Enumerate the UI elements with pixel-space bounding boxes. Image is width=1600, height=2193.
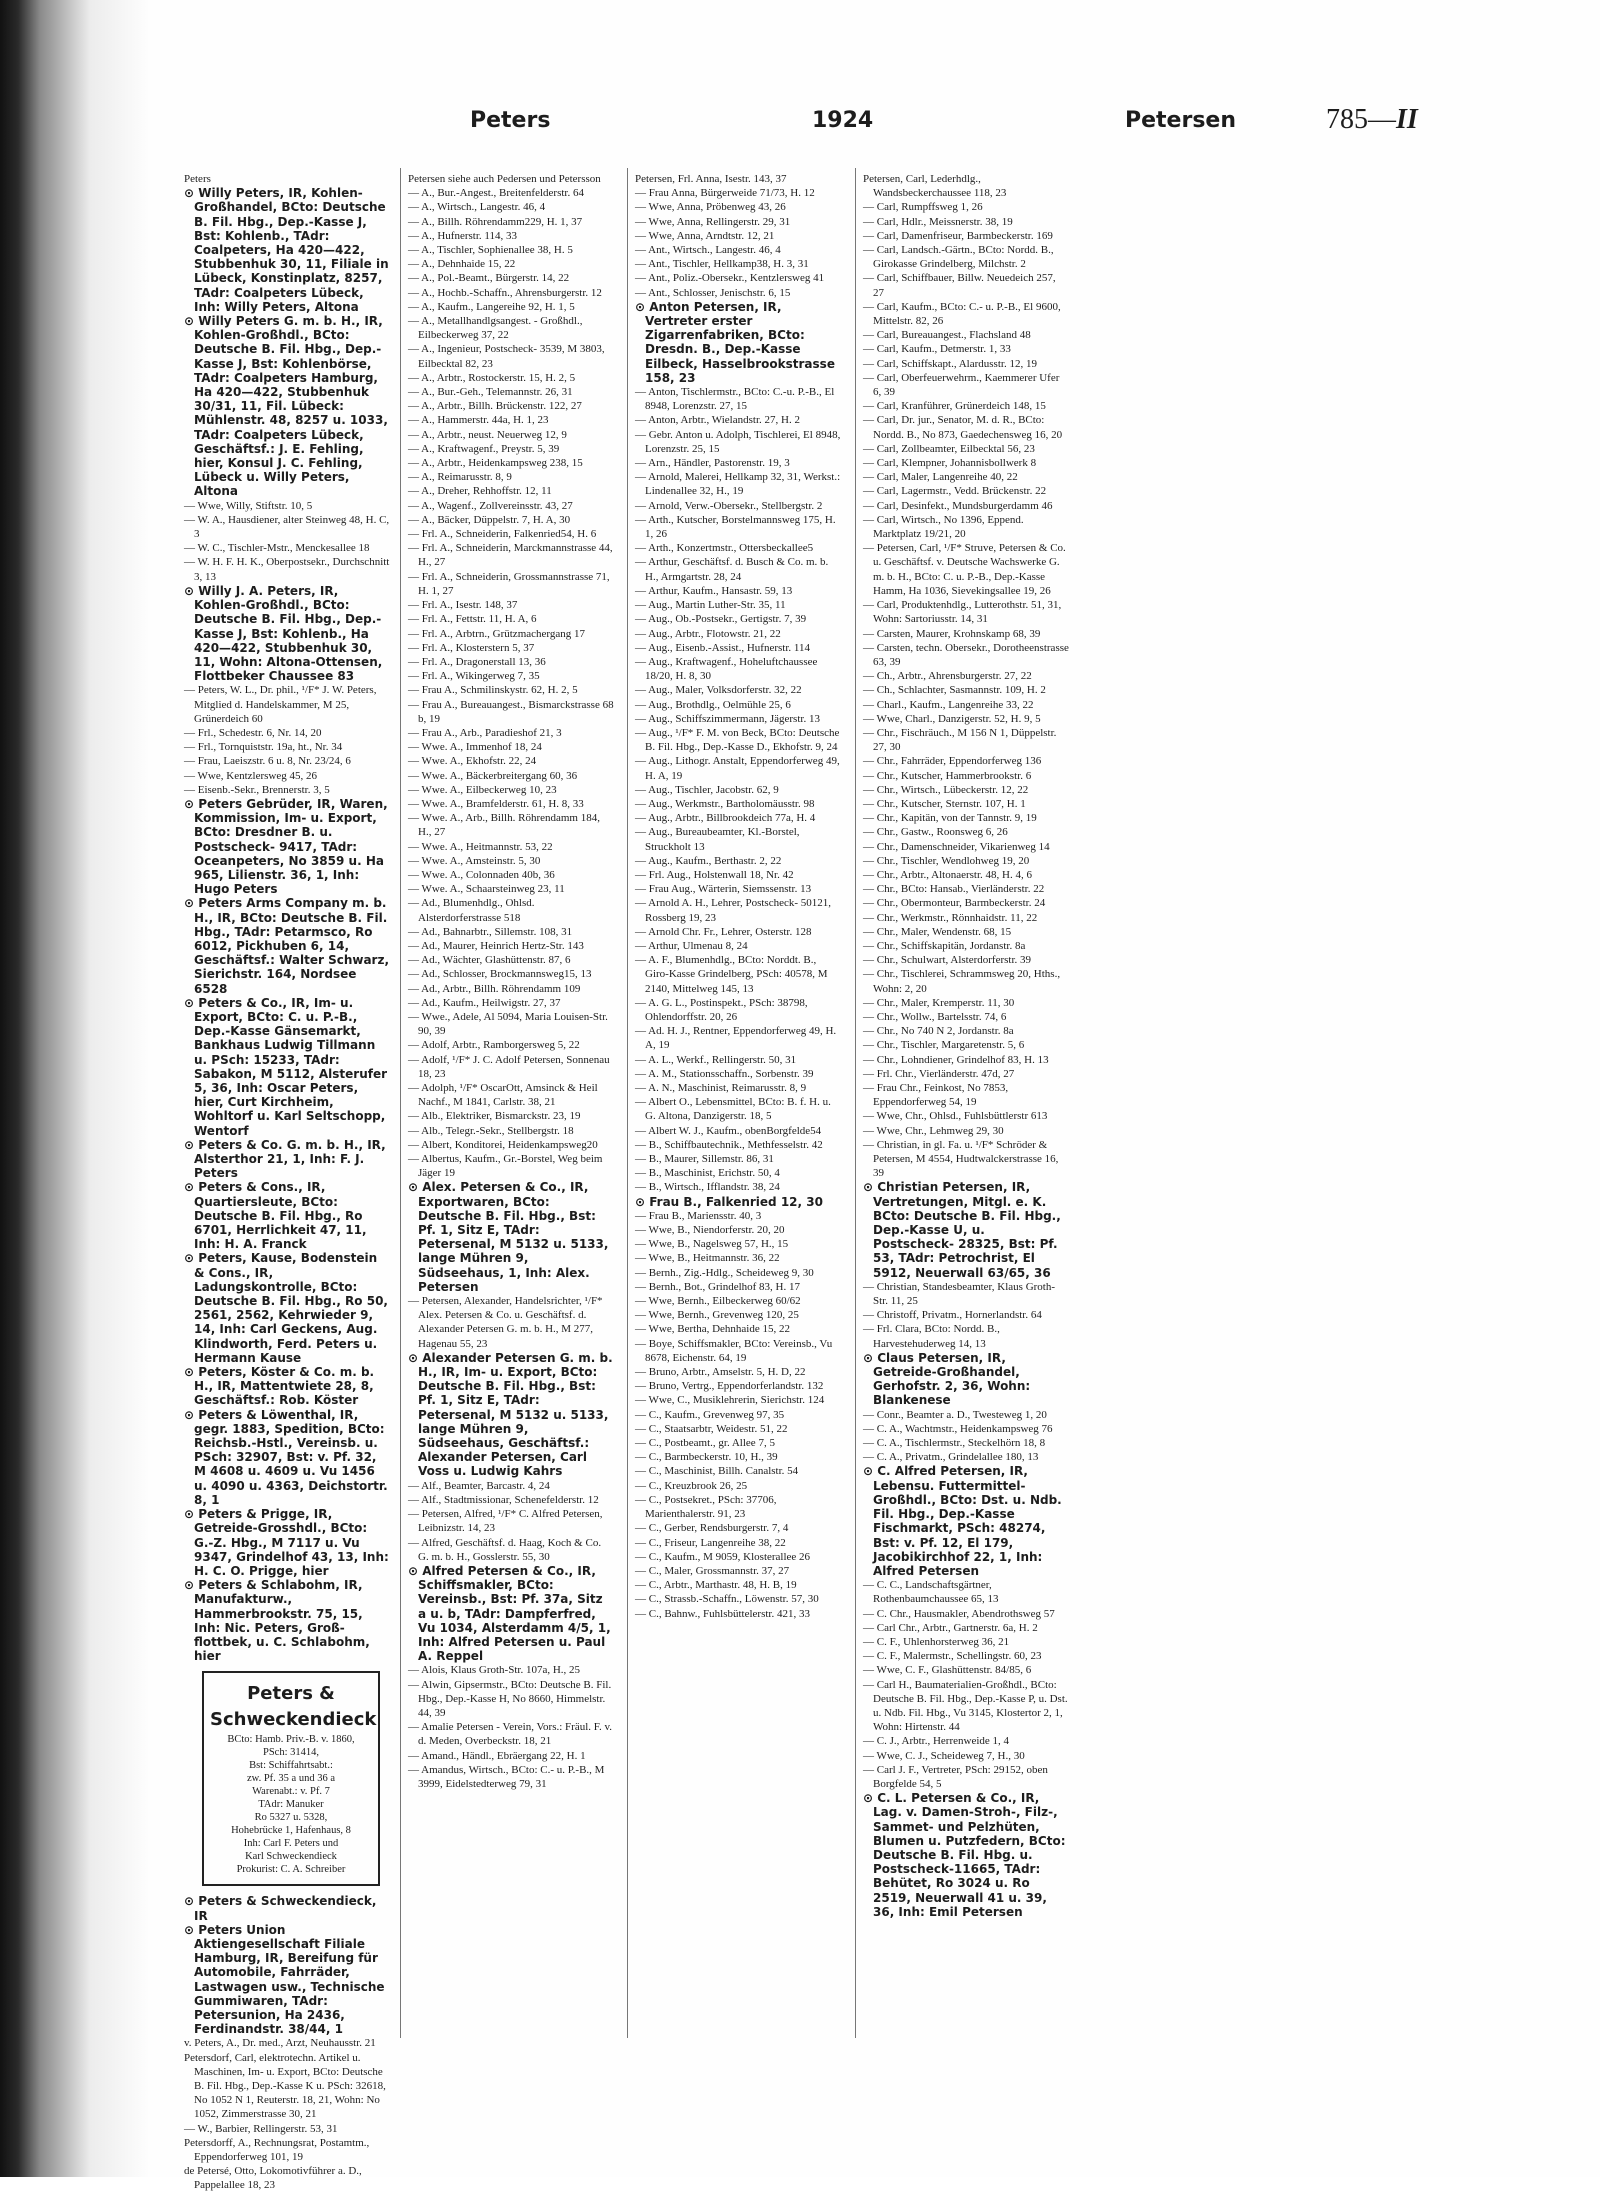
entry: — W., Barbier, Rellingerstr. 53, 31 bbox=[184, 2122, 338, 2135]
entry: — A. F., Blumenhdlg., BCto: Norddt. B., Giro-Kasse Grindelberg, PSch: 40578, M 2140, Mittelweg 145, 13 bbox=[635, 954, 828, 995]
entry: — Aug., Tischler, Jacobstr. 62, 9 bbox=[635, 783, 779, 796]
entry: — Frl., Tornquiststr. 19a, ht., Nr. 34 bbox=[184, 741, 343, 754]
entry: — Ad., Arbtr., Billh. Röhrendamm 109 bbox=[408, 982, 581, 995]
entry: v. Peters, A., Dr. med., Arzt, Neuhausstr. 21 bbox=[184, 2037, 376, 2050]
entry: — Frau Anna, Bürgerweide 71/73, H. 12 bbox=[635, 187, 815, 200]
entry: — Ch., Arbtr., Ahrensburgerstr. 27, 22 bbox=[863, 670, 1032, 683]
entry: — Aug., Schiffszimmermann, Jägerstr. 13 bbox=[635, 712, 820, 725]
entry: — Boye, Schiffsmakler, BCto: Vereinsb., Vu 8678, Eichenstr. 64, 19 bbox=[635, 1337, 833, 1364]
entry: — A., Kaufm., Langereihe 92, H. 1, 5 bbox=[408, 300, 575, 313]
entry: — Carl H., Baumaterialien-Großhdl., BCto: Deutsche B. Fil. Hbg., Dep.-Kasse P, u. Dst. u. Ndb. Fil. Hbg., Vu 3145, Klostertor 2, 1, Wohn: Hirtenstr. 44 bbox=[863, 1678, 1068, 1734]
entry: — Chr., Schiffskapitän, Jordanstr. 8a bbox=[863, 939, 1026, 952]
entry: — Carl, Kaufm., BCto: C.- u. P.-B., El 9600, Mittelstr. 82, 26 bbox=[863, 300, 1061, 328]
entry: — Ad., Schlosser, Brockmannsweg15, 13 bbox=[408, 968, 592, 981]
entry: — Chr., Maler, Wendenstr. 68, 15 bbox=[863, 925, 1012, 938]
entry: — Ad. H. J., Rentner, Eppendorferweg 49, H. A, 19 bbox=[635, 1025, 837, 1052]
entry: — Carl, Damenfriseur, Barmbeckerstr. 169 bbox=[863, 229, 1053, 242]
entry: — A., Arbtr., neust. Neuerweg 12, 9 bbox=[408, 428, 567, 441]
header-surname-right: Petersen bbox=[1125, 108, 1237, 133]
entry: — Wwe., Adele, Al 5094, Maria Louisen-Str. 90, 39 bbox=[408, 1010, 608, 1038]
entry: — C., Maschinist, Billh. Canalstr. 54 bbox=[635, 1465, 799, 1478]
entry: — Frl. A., Schneiderin, Marckmannstrasse 44, H., 27 bbox=[408, 542, 613, 569]
entry: — Ant., Tischler, Hellkamp38, H. 3, 31 bbox=[635, 258, 809, 271]
entry: — Chr., Gastw., Roonsweg 6, 26 bbox=[863, 826, 1008, 839]
entry: — A., Bur.-Angest., Breitenfelderstr. 64 bbox=[408, 187, 584, 200]
ad-line: Karl Schweckendieck bbox=[245, 1851, 337, 1863]
entry: — A., Wirtsch., Langestr. 46, 4 bbox=[408, 201, 546, 214]
entry: — Carl, Bureauangest., Flachsland 48 bbox=[863, 329, 1031, 342]
entry: — Arn., Händler, Pastorenstr. 19, 3 bbox=[635, 457, 790, 470]
entry: ⊙ Peters & Schweckendieck, IR bbox=[184, 1894, 377, 1923]
entry: — A., Hufnerstr. 114, 33 bbox=[408, 229, 517, 242]
entry: ⊙ C. L. Petersen & Co., IR, Lag. v. Damen-Stroh-, Filz-, Sammet- und Pelzhüten, Blumen u. Putzfedern, BCto: Deutsche B. Fil. Hbg. u. Postscheck-11665, TAdr: Behütet, Ro 3024 u. Ro 2519, Neuerwall 41 u. 39, 36, Inh: Emil Petersen bbox=[863, 1791, 1066, 1919]
entry: — Aug., Brothdlg., Oelmühle 25, 6 bbox=[635, 698, 791, 711]
entry: — B., Maschinist, Erichstr. 50, 4 bbox=[635, 1167, 780, 1180]
entry: — Wwe, Bertha, Dehnhaide 15, 22 bbox=[635, 1323, 790, 1336]
entry: — Alb., Telegr.-Sekr., Stellbergstr. 18 bbox=[408, 1124, 574, 1137]
entry: — Chr., Fahrräder, Eppendorferweg 136 bbox=[863, 755, 1042, 768]
entry: — Chr., Tischler, Wendlohweg 19, 20 bbox=[863, 854, 1030, 867]
entry: — Frl. A., Dragonerstall 13, 36 bbox=[408, 655, 546, 668]
entry: — A., Tischler, Sophienallee 38, H. 5 bbox=[408, 244, 573, 257]
entry: — Wwe. A., Arb., Billh. Röhrendamm 184, H., 27 bbox=[408, 812, 600, 839]
entry: — Wwe. A., Ekhofstr. 22, 24 bbox=[408, 755, 537, 768]
entry: ⊙ Alex. Petersen & Co., IR, Exportwaren, BCto: Deutsche B. Fil. Hbg., Bst: Pf. 1, Sitz E, TAdr: Petersenal, M 5132 u. 5133, lange Mühren 9, Südseehaus, 1, Inh: Alex. Petersen bbox=[408, 1180, 609, 1294]
scan-left-shadow bbox=[0, 0, 150, 2177]
ad-line: Ro 5327 u. 5328, bbox=[254, 1812, 328, 1824]
entry: — A., Pol.-Beamt., Bürgerstr. 14, 22 bbox=[408, 272, 570, 285]
entry: — Carl, Desinfekt., Mundsburgerdamm 46 bbox=[863, 499, 1053, 512]
entry: — Frau B., Mariensstr. 40, 3 bbox=[635, 1209, 762, 1222]
entry: — Carsten, techn. Obersekr., Dorotheenstrasse 63, 39 bbox=[863, 641, 1069, 668]
entry: — A., Arbtr., Heidenkampsweg 238, 15 bbox=[408, 457, 583, 470]
entry: — Carl Chr., Arbtr., Gartnerstr. 6a, H. 2 bbox=[863, 1621, 1038, 1634]
entry: — Wwe. A., Bäckerbreitergang 60, 36 bbox=[408, 769, 578, 782]
entry: — Chr., Lohndiener, Grindelhof 83, H. 13 bbox=[863, 1053, 1049, 1066]
entry: Petersdorf, Carl, elektrotechn. Artikel u. Maschinen, Im- u. Export, BCto: Deutsche B. Fil. Hbg., Dep.-Kasse K u. PSch: 32618, No 1052 N 1, Reuterstr. 18, 21, Wohn: No 1052, Zimmerstrasse 30, 21 bbox=[184, 2051, 386, 2121]
entry: — A., Bur.-Geh., Telemannstr. 26, 31 bbox=[408, 386, 573, 399]
entry: ⊙ Peters Union Aktiengesellschaft Filiale Hamburg, IR, Bereifung für Automobile, Fahrräder, Lastwagen usw., Technische Gummiwaren, TAdr: Petersunion, Ha 2436, Ferdinandstr. 38/44, 1 bbox=[184, 1922, 385, 2037]
entry: — C., Maler, Grossmannstr. 37, 27 bbox=[635, 1564, 790, 1577]
entry: Peters bbox=[184, 173, 211, 185]
entry: — C., Friseur, Langenreihe 38, 22 bbox=[635, 1536, 786, 1549]
entry: — Aug., Werkmstr., Bartholomäusstr. 98 bbox=[635, 797, 815, 810]
entry: — Bruno, Vertrg., Eppendorferlandstr. 132 bbox=[635, 1380, 824, 1393]
entry: — B., Maurer, Sillemstr. 86, 31 bbox=[635, 1153, 774, 1166]
entry: — Aug., Arbtr., Flotowstr. 21, 22 bbox=[635, 627, 781, 640]
entry: — Frl., Schedestr. 6, Nr. 14, 20 bbox=[184, 726, 322, 739]
entry: — Wwe. A., Bramfelderstr. 61, H. 8, 33 bbox=[408, 797, 584, 810]
entry: — B., Schiffbautechnik., Methfesselstr. 42 bbox=[635, 1138, 823, 1151]
entry: — C., Arbtr., Marthastr. 48, H. B, 19 bbox=[635, 1579, 797, 1592]
entry: ⊙ Claus Petersen, IR, Getreide-Großhandel, Gerhofstr. 2, 36, Wohn: Blankenese bbox=[863, 1350, 1031, 1408]
entry: — A., Billh. Röhrendamm229, H. 1, 37 bbox=[408, 215, 583, 228]
entry: — A., Metallhandlgsangest. - Großhdl., Eilbeckerweg 37, 22 bbox=[408, 315, 583, 342]
entry: — Christian, in gl. Fa. u. ¹/F* Schröder & Petersen, M 4554, Hudtwalckerstrasse 16, 39 bbox=[863, 1138, 1059, 1180]
entry: ⊙ Peters Arms Company m. b. H., IR, BCto: Deutsche B. Fil. Hbg., TAdr: Petarmsco, Ro 6012, Pickhuben 6, 14, Geschäftsf.: Walter Schwarz, Sierichstr. 164, Nordsee 6528 bbox=[184, 896, 390, 996]
entry: ⊙ Peters & Schlabohm, IR, Manufakturw., Hammerbrookstr. 75, 15, Inh: Nic. Peters, Groß-flottbek, u. C. Schlabohm, hier bbox=[184, 1578, 370, 1664]
entry: — Alwin, Gipsermstr., BCto: Deutsche B. Fil. Hbg., Dep.-Kasse H, No 8660, Himmelstr. 44, 39 bbox=[408, 1678, 612, 1719]
entry: — Adolph, ¹/F* OscarOtt, Amsinck & Heil Nachf., M 1841, Carlstr. 38, 21 bbox=[408, 1082, 598, 1109]
entry: — Carl, Kranführer, Grünerdeich 148, 15 bbox=[863, 400, 1046, 413]
entry: — C. F., Malermstr., Schellingstr. 60, 23 bbox=[863, 1650, 1042, 1663]
entry: — Frl. Clara, BCto: Nordd. B., Harvestehuderweg 14, 13 bbox=[863, 1323, 1000, 1350]
ad-title: Schweckendieck bbox=[210, 1709, 377, 1731]
entry: — A. G. L., Postinspekt., PSch: 38798, Ohlendorffstr. 20, 26 bbox=[635, 996, 808, 1023]
entry: — C. A., Wachtmstr., Heidenkampsweg 76 bbox=[863, 1422, 1053, 1435]
entry: ⊙ Willy Peters G. m. b. H., IR, Kohlen-Großhdl., BCto: Deutsche B. Fil. Hbg., Dep.-Kasse J, Bst: Kohlenbörse, TAdr: Coalpeters Hamburg, Ha 420—422, Stubbenhuk 30/31, 11, Fil. Lübeck: Mühlenstr. 48, 8257 u. 1033, TAdr: Coalpeters Lübeck, Geschäftsf.: J. E. Fehling, hier, Konsul J. C. Fehling, Lübeck u. Willy Peters, Altona bbox=[184, 314, 388, 499]
entry: — Frl. A., Wikingerweg 7, 35 bbox=[408, 670, 540, 683]
entry: — Arnold, Malerei, Hellkamp 32, 31, Werkst.: Lindenallee 32, H., 19 bbox=[635, 471, 841, 498]
entry: — Aug., Martin Luther-Str. 35, 11 bbox=[635, 599, 786, 612]
ad-line: Prokurist: C. A. Schreiber bbox=[236, 1864, 346, 1876]
entry: — Aug., Bureaubeamter, Kl.-Borstel, Struckholt 13 bbox=[635, 826, 800, 853]
entry: ⊙ Peters & Prigge, IR, Getreide-Grosshdl., BCto: G.-Z. Hbg., M 7117 u. Vu 9347, Grindelhof 43, 13, Inh: H. C. O. Prigge, hier bbox=[184, 1507, 389, 1578]
entry: ⊙ Peters & Cons., IR, Quartiersleute, BCto: Deutsche B. Fil. Hbg., Ro 6701, Herrlichkeit 47, 11, Inh: H. A. Franck bbox=[184, 1180, 367, 1252]
entry: — Adolf, Arbtr., Ramborgersweg 5, 22 bbox=[408, 1039, 580, 1052]
entry: — A., Hochb.-Schaffn., Ahrensburgerstr. 12 bbox=[408, 286, 602, 299]
entry: — Wwe. A., Heitmannstr. 53, 22 bbox=[408, 840, 553, 853]
entry: — C. Chr., Hausmakler, Abendrothsweg 57 bbox=[863, 1607, 1055, 1620]
entry: — Alf., Beamter, Barcastr. 4, 24 bbox=[408, 1479, 550, 1492]
column-4 bbox=[863, 172, 1069, 2052]
entry: — C., Postbeamt., gr. Allee 7, 5 bbox=[635, 1437, 775, 1450]
entry: — Chr., Tischler, Margaretenstr. 5, 6 bbox=[863, 1039, 1025, 1052]
entry: — Ant., Wirtsch., Langestr. 46, 4 bbox=[635, 244, 781, 257]
entry: — Bruno, Arbtr., Amselstr. 5, H. D, 22 bbox=[635, 1366, 806, 1379]
entry: — Amalie Petersen - Verein, Vors.: Fräul. F. v. d. Meden, Overbeckstr. 18, 21 bbox=[408, 1721, 613, 1748]
entry: — Peters, W. L., Dr. phil., ¹/F* J. W. Peters, Mitglied d. Handelskammer, M 25, Grünerdeich 60 bbox=[184, 684, 377, 725]
entry: — Wwe, Anna, Arndtstr. 12, 21 bbox=[635, 229, 775, 242]
entry: — Wwe, B., Nagelsweg 57, H., 15 bbox=[635, 1238, 789, 1251]
entry: — W. C., Tischler-Mstr., Menckesallee 18 bbox=[184, 542, 370, 555]
entry: ⊙ Alexander Petersen G. m. b. H., IR, Im- u. Export, BCto: Deutsche B. Fil. Hbg., Bst: Pf. 1, Sitz E, TAdr: Petersenal, M 5132 u. 5133, lange Mühren 9, Südseehaus, Geschäftsf.: Alexander Petersen, Carl Voss u. Ludwig Kahrs bbox=[408, 1350, 613, 1479]
entry: — Chr., Wollw., Bartelsstr. 74, 6 bbox=[863, 1010, 1007, 1023]
column-rule bbox=[855, 168, 856, 2038]
entry: — B., Wirtsch., Ifflandstr. 38, 24 bbox=[635, 1181, 780, 1194]
entry: — C., Staatsarbtr, Weidestr. 51, 22 bbox=[635, 1422, 788, 1435]
entry: — Chr., Werkmstr., Rönnhaidstr. 11, 22 bbox=[863, 911, 1038, 924]
entry: — Arthur, Geschäftsf. d. Busch & Co. m. b. H., Armgartstr. 28, 24 bbox=[635, 556, 829, 583]
entry: — Carl, Zollbeamter, Eilbecktal 56, 23 bbox=[863, 442, 1035, 455]
entry: — Aug., Eisenb.-Assist., Hufnerstr. 114 bbox=[635, 641, 810, 654]
entry: — Gebr. Anton u. Adolph, Tischlerei, El 8948, Lorenzstr. 25, 15 bbox=[635, 428, 841, 455]
entry: — Arnold Chr. Fr., Lehrer, Osterstr. 128 bbox=[635, 925, 812, 938]
entry: ⊙ C. Alfred Petersen, IR, Lebensu. Futtermittel-Großhdl., BCto: Dst. u. Ndb. Fil. Hbg., Dep.-Kasse Fischmarkt, PSch: 48274, Bst: v. Pf. 12, El 179, Jacobikirchhof 22, 1, Inh: Alfred Petersen bbox=[863, 1464, 1062, 1578]
entry: — Chr., Fischräuch., M 156 N 1, Düppelstr. 27, 30 bbox=[863, 726, 1057, 754]
entry: ⊙ Peters Gebrüder, IR, Waren, Kommission, Im- u. Export, BCto: Dresdner B. u. Postscheck- 9417, TAdr: Oceanpeters, No 3859 u. Ha 965, Lilienstr. 36, 1, Inh: Hugo Peters bbox=[184, 796, 388, 897]
entry: — Albertus, Kaufm., Gr.-Borstel, Weg beim Jäger 19 bbox=[408, 1153, 603, 1180]
entry: ⊙ Peters, Kause, Bodenstein & Cons., IR, Ladungskontrolle, BCto: Deutsche B. Fil. Hbg., Ro 50, 2561, 2562, Kehrwieder 9, 14, Inh: Carl Geckens, Aug. Klindworth, Ferd. Peters u. Hermann Kause bbox=[184, 1251, 388, 1365]
entry: — Arth., Konzertmstr., Ottersbeckallee5 bbox=[635, 542, 814, 555]
entry: — Frau, Laeiszstr. 6 u. 8, Nr. 23/24, 6 bbox=[184, 755, 351, 768]
entry: — Carl, Maler, Langenreihe 40, 22 bbox=[863, 471, 1018, 484]
entry: — C. A., Privatm., Grindelallee 180, 13 bbox=[863, 1451, 1039, 1464]
entry: Petersen, Frl. Anna, Isestr. 143, 37 bbox=[635, 173, 787, 185]
entry: Petersdorff, A., Rechnungsrat, Postamtm., Eppendorferweg 101, 19 bbox=[184, 2136, 370, 2163]
margin-marks bbox=[150, 560, 170, 2060]
entry: — Wwe, Willy, Stiftstr. 10, 5 bbox=[184, 499, 313, 512]
entry: — A., Kraftwagenf., Preystr. 5, 39 bbox=[408, 442, 560, 455]
entry: — C., Kaufm., M 9059, Klosterallee 26 bbox=[635, 1550, 811, 1563]
entry: — A., Arbtr., Rostockerstr. 15, H. 2, 5 bbox=[408, 371, 576, 384]
entry: — C. F., Uhlenhorsterweg 36, 21 bbox=[863, 1635, 1010, 1648]
entry: — A., Reimarusstr. 8, 9 bbox=[408, 471, 512, 484]
entry: — Petersen, Carl, ¹/F* Struve, Petersen & Co. u. Geschäftsf. v. Deutsche Wachswerke G. m. b. H., BCto: C. u. P.-B., Dep.-Kasse Hamm, Ha 1036, Sievekingsallee 19, 26 bbox=[863, 542, 1066, 597]
column-3 bbox=[635, 172, 841, 2052]
entry: — Aug., Ob.-Postsekr., Gertigstr. 7, 39 bbox=[635, 613, 807, 626]
advertisement-box bbox=[202, 1671, 380, 1886]
entry: — Chr., Schulwart, Alsterdorferstr. 39 bbox=[863, 954, 1032, 967]
entry: — Carl, Produktenhdlg., Lutterothstr. 51, 31, Wohn: Sartoriusstr. 14, 31 bbox=[863, 599, 1062, 626]
entry: — Aug., Maler, Volksdorferstr. 32, 22 bbox=[635, 684, 802, 697]
entry: ⊙ Peters & Co. G. m. b. H., IR, Alsterthor 21, 1, Inh: F. J. Peters bbox=[184, 1137, 386, 1181]
entry: — Carl, Lagermstr., Vedd. Brückenstr. 22 bbox=[863, 485, 1047, 498]
entry: — A., Wagenf., Zollvereinsstr. 43, 27 bbox=[408, 499, 573, 512]
entry: — Wwe, Anna, Pröbenweg 43, 26 bbox=[635, 201, 786, 214]
entry: — Wwe, C. J., Scheideweg 7, H., 30 bbox=[863, 1749, 1025, 1762]
entry: — Alois, Klaus Groth-Str. 107a, H., 25 bbox=[408, 1664, 581, 1677]
entry: — Petersen, Alfred, ¹/F* C. Alfred Petersen, Leibnizstr. 14, 23 bbox=[408, 1508, 603, 1535]
entry: — Carl, Oberfeuerwehrm., Kaemmerer Ufer 6, 39 bbox=[863, 371, 1060, 399]
entry: — Wwe, C. F., Glashüttenstr. 84/85, 6 bbox=[863, 1664, 1032, 1677]
entry: — Albert, Konditorei, Heidenkampsweg20 bbox=[408, 1138, 598, 1151]
entry: — Chr., No 740 N 2, Jordanstr. 8a bbox=[863, 1025, 1014, 1038]
entry: — Wwe. A., Colonnaden 40b, 36 bbox=[408, 868, 555, 881]
entry: — Ant., Schlosser, Jenischstr. 6, 15 bbox=[635, 286, 791, 299]
entry: — Wwe, Kentzlersweg 45, 26 bbox=[184, 769, 317, 782]
entry: — A., Bäcker, Düppelstr. 7, H. A, 30 bbox=[408, 513, 571, 526]
entry: — Frau Chr., Feinkost, No 7853, Eppendorferweg 54, 19 bbox=[863, 1082, 1009, 1109]
entry: — C. J., Arbtr., Herrenweide 1, 4 bbox=[863, 1735, 1010, 1748]
ad-line: BCto: Hamb. Priv.-B. v. 1860, bbox=[227, 1734, 355, 1746]
entry: ⊙ Frau B., Falkenried 12, 30 bbox=[635, 1194, 823, 1209]
entry: — Frl. A., Arbtrn., Grützmachergang 17 bbox=[408, 627, 585, 640]
entry: — Frau A., Arb., Paradieshof 21, 3 bbox=[408, 726, 562, 739]
entry: — C., Strassb.-Schaffn., Löwenstr. 57, 30 bbox=[635, 1593, 819, 1606]
entry: — A., Dreher, Rehhoffstr. 12, 11 bbox=[408, 485, 552, 498]
entry: ⊙ Willy J. A. Peters, IR, Kohlen-Großhdl., BCto: Deutsche B. Fil. Hbg., Dep.-Kasse J, Bst: Kohlenb., Ha 420—422, Stubbenhuk 30, 11, Wohn: Altona-Ottensen, Flottbeker Chaussee 83 bbox=[184, 583, 383, 684]
entry: — Alf., Stadtmissionar, Schenefelderstr. 12 bbox=[408, 1493, 599, 1506]
entry: — Amandus, Wirtsch., BCto: C.- u. P.-B., M 3999, Eidelstedterweg 79, 31 bbox=[408, 1763, 605, 1790]
entry: — Chr., Obermonteur, Barmbeckerstr. 24 bbox=[863, 897, 1046, 910]
entry: — Charl., Kaufm., Langenreihe 33, 22 bbox=[863, 698, 1034, 711]
entry: — Alb., Elektriker, Bismarckstr. 23, 19 bbox=[408, 1110, 581, 1123]
entry: — Carl, Klempner, Johannisbollwerk 8 bbox=[863, 457, 1037, 470]
entry: — Aug., Arbtr., Billbrookdeich 77a, H. 4 bbox=[635, 812, 816, 825]
entry: — W. A., Hausdiener, alter Steinweg 48, H. C, 3 bbox=[184, 513, 390, 541]
entry: — Amand., Händl., Ebräergang 22, H. 1 bbox=[408, 1749, 586, 1762]
entry: — Chr., Arbtr., Altonaerstr. 48, H. 4, 6 bbox=[863, 868, 1032, 881]
entry: — Frau A., Schmilinskystr. 62, H. 2, 5 bbox=[408, 684, 578, 697]
entry: — Wwe. A., Immenhof 18, 24 bbox=[408, 741, 542, 754]
entry: — W. H. F. H. K., Oberpostsekr., Durchschnitt 3, 13 bbox=[184, 556, 390, 583]
entry: — Frl. A., Klosterstern 5, 37 bbox=[408, 641, 535, 654]
entry: — A. L., Werkf., Rellingerstr. 50, 31 bbox=[635, 1053, 797, 1066]
entry: — Frl. Chr., Vierländerstr. 47d, 27 bbox=[863, 1067, 1015, 1080]
ad-line: zw. Pf. 35 a und 36 a bbox=[247, 1773, 335, 1785]
page-header bbox=[470, 104, 1470, 148]
entry: — Aug., Lithogr. Anstalt, Eppendorferweg 49, H. A, 19 bbox=[635, 755, 840, 782]
entry: — Frl. A., Schneiderin, Falkenried54, H. 6 bbox=[408, 528, 597, 541]
entry: — Carl, Schiffbauer, Billw. Neuedeich 257, 27 bbox=[863, 272, 1056, 299]
entry: — A., Ingenieur, Postscheck- 3539, M 3803, Eilbecktal 82, 23 bbox=[408, 343, 605, 370]
entry: — Frl. A., Schneiderin, Grossmannstrasse 71, H. 1, 27 bbox=[408, 570, 610, 597]
entry: — Albert O., Lebensmittel, BCto: B. f. H. u. G. Altona, Danzigerstr. 18, 5 bbox=[635, 1096, 831, 1123]
entry: — A. M., Stationsschaffn., Sorbenstr. 39 bbox=[635, 1067, 814, 1080]
entry: — C., Barmbeckerstr. 10, H., 39 bbox=[635, 1451, 778, 1464]
entry: — Anton, Arbtr., Wielandstr. 27, H. 2 bbox=[635, 414, 800, 427]
ad-line: Bst: Schiffahrtsabt.: bbox=[249, 1760, 333, 1772]
entry: — Wwe, C., Musiklehrerin, Sierichstr. 124 bbox=[635, 1394, 825, 1407]
entry: ⊙ Willy Peters, IR, Kohlen-Großhandel, BCto: Deutsche B. Fil. Hbg., Dep.-Kasse J, Bst: Kohlenb., TAdr: Coalpeters, Ha 420—422, Stubbenhuk 30, 11, Filiale in Lübeck, Konstinplatz, 8257, TAdr: Coalpeters Lübeck, Inh: Willy Peters, Altona bbox=[184, 186, 389, 314]
entry: — Frl. A., Isestr. 148, 37 bbox=[408, 599, 518, 612]
entry: — Arnold A. H., Lehrer, Postscheck- 50121, Rossberg 19, 23 bbox=[635, 897, 832, 924]
entry: — C., Kaufm., Grevenweg 97, 35 bbox=[635, 1408, 785, 1421]
entry: ⊙ Alfred Petersen & Co., IR, Schiffsmakler, BCto: Vereinsb., Bst: Pf. 37a, Sitz a u. b, TAdr: Dampferfred, Vu 1034, Alsterdamm 4/5, 1, Inh: Alfred Petersen u. Paul A. Reppel bbox=[408, 1563, 611, 1664]
entry: — Chr., Wirtsch., Lübeckerstr. 12, 22 bbox=[863, 783, 1029, 796]
entry: — Wwe. A., Schaarsteinweg 23, 11 bbox=[408, 883, 565, 896]
entry: — Aug., ¹/F* F. M. von Beck, BCto: Deutsche B. Fil. Hbg., Dep.-Kasse D., Ekhofstr. 9, 24 bbox=[635, 726, 840, 754]
entry: — Alfred, Geschäftsf. d. Haag, Koch & Co. G. m. b. H., Gosslerstr. 55, 30 bbox=[408, 1536, 602, 1563]
entry: — Bernh., Bot., Grindelhof 83, H. 17 bbox=[635, 1280, 800, 1293]
entry: — Christoff, Privatm., Hornerlandstr. 64 bbox=[863, 1309, 1042, 1322]
entry: — C., Kreuzbrook 26, 25 bbox=[635, 1479, 748, 1492]
entry: — Ad., Bahnarbtr., Sillemstr. 108, 31 bbox=[408, 925, 573, 938]
entry: — Aug., Kaufm., Berthastr. 2, 22 bbox=[635, 854, 782, 867]
entry: ⊙ Peters, Köster & Co. m. b. H., IR, Mattentwiete 28, 8, Geschäftsf.: Rob. Köster bbox=[184, 1365, 375, 1408]
entry: — Chr., Kutscher, Hammerbrookstr. 6 bbox=[863, 769, 1032, 782]
entry: — A. N., Maschinist, Reimarusstr. 8, 9 bbox=[635, 1082, 807, 1094]
entry: — C., Bahnw., Fuhlsbüttelerstr. 421, 33 bbox=[635, 1607, 810, 1620]
entry: — C., Postsekret., PSch: 37706, Marienthalerstr. 91, 23 bbox=[635, 1493, 777, 1521]
entry: — Albert W. J., Kaufm., obenBorgfelde54 bbox=[635, 1124, 822, 1137]
entry: — A., Arbtr., Billh. Brückenstr. 122, 27 bbox=[408, 400, 582, 413]
ad-title: Peters & bbox=[247, 1683, 335, 1705]
page-number: 785—II bbox=[1326, 104, 1418, 135]
entry: — Wwe. A., Eilbeckerweg 10, 23 bbox=[408, 783, 557, 796]
entry: — Conr., Beamter a. D., Twesteweg 1, 20 bbox=[863, 1408, 1047, 1421]
entry: — C., Gerber, Rendsburgerstr. 7, 4 bbox=[635, 1522, 789, 1535]
entry: — Chr., BCto: Hansab., Vierländerstr. 22 bbox=[863, 883, 1045, 896]
entry: — Wwe, B., Heitmannstr. 36, 22 bbox=[635, 1252, 780, 1265]
entry: — Carl, Hdlr., Meissnerstr. 38, 19 bbox=[863, 215, 1013, 228]
column-rule bbox=[627, 168, 628, 2038]
entry: — Ad., Blumenhdlg., Ohlsd. Alsterdorferstrasse 518 bbox=[408, 897, 535, 924]
entry: — Bernh., Zig.-Hdlg., Scheideweg 9, 30 bbox=[635, 1266, 814, 1279]
entry: — Carl, Kaufm., Detmerstr. 1, 33 bbox=[863, 343, 1011, 356]
entry: — Frl. A., Fettstr. 11, H. A, 6 bbox=[408, 613, 537, 626]
entry: de Petersé, Otto, Lokomotivführer a. D., Pappelallee 18, 23 bbox=[184, 2165, 362, 2192]
column-2 bbox=[408, 172, 614, 2052]
entry: — Chr., Kapitän, von der Tannstr. 9, 19 bbox=[863, 812, 1037, 825]
entry: — Carl, Schiffskapt., Alardusstr. 12, 19 bbox=[863, 357, 1037, 370]
entry: — Ad., Maurer, Heinrich Hertz-Str. 143 bbox=[408, 939, 584, 952]
entry: — C. C., Landschaftsgärtner, Rothenbaumchaussee 65, 13 bbox=[863, 1579, 999, 1606]
entry: ⊙ Christian Petersen, IR, Vertretungen, Mitgl. e. K. BCto: Deutsche B. Fil. Hbg., Dep.-Kasse U, u. Postscheck- 28325, Bst: Pf. 53, TAdr: Petrochrist, El 5912, Neuerwall 63/65, 36 bbox=[863, 1180, 1061, 1280]
entry: — Wwe, B., Niendorferstr. 20, 20 bbox=[635, 1224, 785, 1237]
entry: ⊙ Peters & Löwenthal, IR, gegr. 1883, Spedition, BCto: Reichsb.-Hstl., Vereinsb. u. PSch: 32907, Bst: v. Pf. 32, M 4608 u. 4609 u. Vu 1456 u. 4090 u. 4363, Deichstortr. 8, 1 bbox=[184, 1407, 388, 1507]
entry: — Frau A., Bureauangest., Bismarckstrasse 68 b, 19 bbox=[408, 698, 614, 725]
entry: — Ad., Kaufm., Heilwigstr. 27, 37 bbox=[408, 996, 561, 1009]
entry: — Arthur, Ulmenau 8, 24 bbox=[635, 939, 748, 952]
entry: — Carsten, Maurer, Krohnskamp 68, 39 bbox=[863, 627, 1041, 640]
entry: — Arthur, Kaufm., Hansastr. 59, 13 bbox=[635, 584, 793, 597]
entry: — Frl. Aug., Holstenwall 18, Nr. 42 bbox=[635, 868, 794, 881]
entry: — Carl, Landsch.-Gärtn., BCto: Nordd. B., Girokasse Grindelberg, Milchstr. 2 bbox=[863, 244, 1054, 271]
entry: — Anton, Tischlermstr., BCto: C.-u. P.-B., El 8948, Lorenzstr. 27, 15 bbox=[635, 386, 835, 413]
entry: — Wwe, Charl., Danzigerstr. 52, H. 9, 5 bbox=[863, 712, 1041, 725]
entry: — Chr., Damenschneider, Vikarienweg 14 bbox=[863, 840, 1050, 853]
header-year: 1924 bbox=[812, 108, 874, 133]
entry: Petersen, Carl, Lederhdlg., Wandsbeckerchaussee 118, 23 bbox=[863, 173, 1007, 200]
entry: — Frau Aug., Wärterin, Siemssenstr. 13 bbox=[635, 883, 812, 896]
column-rule bbox=[400, 168, 401, 2038]
entry: — Aug., Kraftwagenf., Hoheluftchaussee 18/20, H. 8, 30 bbox=[635, 655, 818, 683]
entry: — Adolf, ¹/F* J. C. Adolf Petersen, Sonnenau 18, 23 bbox=[408, 1053, 610, 1080]
entry: — Chr., Tischlerei, Schrammsweg 20, Hths., Wohn: 2, 20 bbox=[863, 968, 1061, 995]
entry: ⊙ Peters & Co., IR, Im- u. Export, BCto: C. u. P.-B., Dep.-Kasse Gänsemarkt, Bankhaus Ludwig Tillmann u. PSch: 15233, TAdr: Sabakon, M 5112, Alsterufer 5, 36, Inh: Oscar Peters, hier, Curt Kirchheim, Wohltorf u. Karl Seltschopp, Wentorf bbox=[184, 995, 388, 1138]
entry: Petersen siehe auch Pedersen und Petersson bbox=[408, 173, 601, 185]
ad-line: Hohebrücke 1, Hafenhaus, 8 bbox=[231, 1825, 351, 1837]
entry: — A., Dehnhaide 15, 22 bbox=[408, 258, 516, 271]
entry: — Arnold, Verw.-Obersekr., Stellbergstr. 2 bbox=[635, 499, 823, 512]
entry: — Carl J. F., Vertreter, PSch: 29152, oben Borgfelde 54, 5 bbox=[863, 1763, 1048, 1790]
entry: — Wwe, Bernh., Eilbeckerweg 60/62 bbox=[635, 1295, 801, 1308]
entry: — Wwe, Chr., Lehmweg 29, 30 bbox=[863, 1124, 1004, 1137]
entry: — Wwe, Chr., Ohlsd., Fuhlsbüttlerstr 613 bbox=[863, 1110, 1048, 1123]
entry: — Petersen, Alexander, Handelsrichter, ¹/F* Alex. Petersen & Co. u. Geschäftsf. d. Alexander Petersen G. m. b. H., M 277, Hagenau 55, 23 bbox=[408, 1295, 603, 1350]
entry: — Arth., Kutscher, Borstelmannsweg 175, H. 1, 26 bbox=[635, 513, 836, 541]
entry: — A., Hammerstr. 44a, H. 1, 23 bbox=[408, 414, 549, 427]
ad-line: TAdr: Manuker bbox=[258, 1799, 324, 1811]
entry: — Carl, Wirtsch., No 1396, Eppend. Marktplatz 19/21, 20 bbox=[863, 513, 1024, 541]
entry: — C. A., Tischlermstr., Steckelhörn 18, 8 bbox=[863, 1437, 1046, 1450]
header-surname-left: Peters bbox=[470, 108, 551, 133]
ad-line: Inh: Carl F. Peters und bbox=[243, 1838, 339, 1850]
entry: — Eisenb.-Sekr., Brennerstr. 3, 5 bbox=[184, 783, 330, 796]
ad-line: PSch: 31414, bbox=[262, 1747, 319, 1759]
entry: — Wwe, Anna, Rellingerstr. 29, 31 bbox=[635, 215, 791, 228]
entry: — Chr., Kutscher, Sternstr. 107, H. 1 bbox=[863, 797, 1026, 810]
entry: — Chr., Maler, Kremperstr. 11, 30 bbox=[863, 996, 1015, 1009]
entry: — Ant., Poliz.-Obersekr., Kentzlersweg 41 bbox=[635, 272, 825, 285]
entry: — Wwe, Bernh., Grevenweg 120, 25 bbox=[635, 1309, 799, 1322]
entry: — Carl, Dr. jur., Senator, M. d. R., BCto: Nordd. B., No 873, Gaedechensweg 16, 20 bbox=[863, 414, 1063, 441]
ad-line: Warenabt.: v. Pf. 7 bbox=[252, 1786, 330, 1798]
entry: — Ch., Schlachter, Sasmannstr. 109, H. 2 bbox=[863, 684, 1046, 697]
entry: ⊙ Anton Petersen, IR, Vertreter erster Zigarrenfabriken, BCto: Dresdn. B., Dep.-Kasse Eilbeck, Hasselbrookstrasse 158, 23 bbox=[635, 299, 835, 385]
entry: — Christian, Standesbeamter, Klaus Groth-Str. 11, 25 bbox=[863, 1280, 1056, 1308]
column-1 bbox=[184, 172, 390, 2192]
entry: — Wwe. A., Amsteinstr. 5, 30 bbox=[408, 854, 541, 867]
entry: — Ad., Wächter, Glashüttenstr. 87, 6 bbox=[408, 954, 571, 967]
entry: — Carl, Rumpffsweg 1, 26 bbox=[863, 201, 983, 214]
